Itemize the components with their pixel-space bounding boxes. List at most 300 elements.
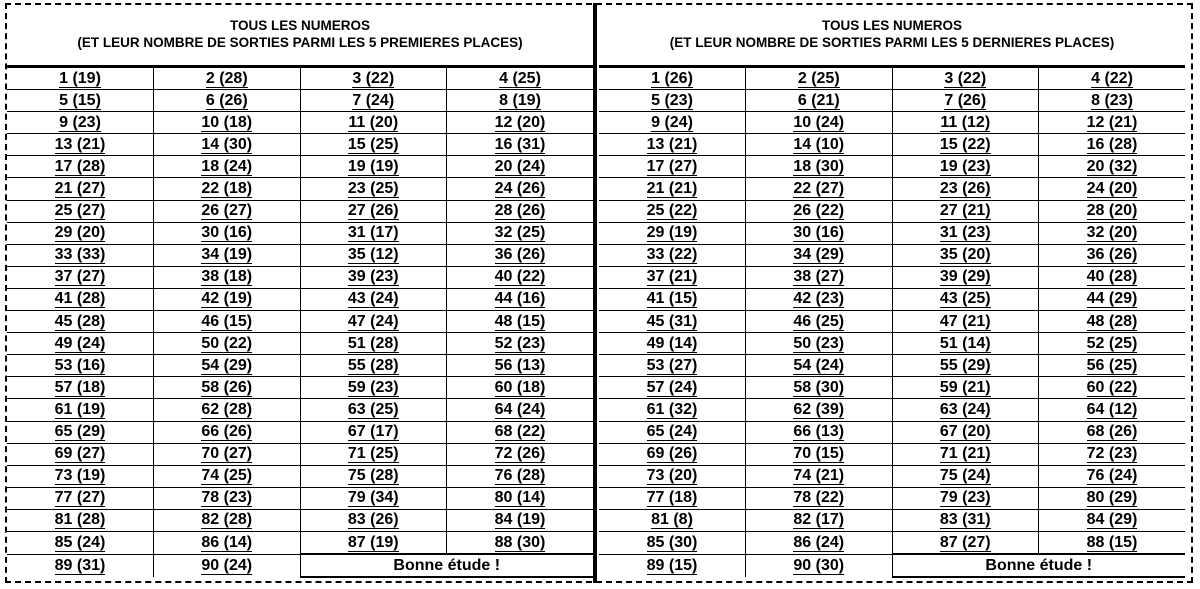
number-count: 62 (28) (201, 400, 253, 418)
table-cell (1039, 333, 1186, 355)
table-cell (7, 531, 154, 554)
table-row (7, 156, 593, 178)
table-cell (892, 443, 1039, 465)
number-count: 14 (30) (201, 135, 253, 153)
table-cell (300, 222, 447, 244)
table-cell (892, 333, 1039, 355)
number-count: 63 (24) (939, 400, 991, 418)
table-cell (154, 134, 301, 156)
right-subtitle: (ET LEUR NOMBRE DE SORTIES PARMI LES 5 DERNIERES PLACES) (669, 35, 1115, 50)
table-cell (1039, 288, 1186, 310)
table-cell (599, 156, 746, 178)
number-count: 53 (27) (646, 356, 698, 374)
table-cell (447, 531, 594, 554)
table-row (599, 509, 1185, 531)
number-count: 42 (19) (201, 290, 253, 308)
table-row (7, 288, 593, 310)
table-cell (154, 554, 301, 577)
number-count: 12 (20) (494, 113, 546, 131)
table-cell (1039, 90, 1186, 112)
number-count: 15 (25) (347, 135, 399, 153)
number-count: 58 (30) (793, 378, 845, 396)
table-cell (7, 399, 154, 421)
number-count: 75 (28) (347, 467, 399, 485)
number-count: 16 (28) (1086, 135, 1138, 153)
number-count: 44 (16) (494, 290, 546, 308)
table-cell (447, 399, 594, 421)
table-row (599, 288, 1185, 310)
table-cell (154, 311, 301, 333)
number-count: 35 (20) (939, 246, 991, 264)
number-count: 32 (20) (1086, 224, 1138, 242)
number-count: 64 (24) (494, 400, 546, 418)
table-cell (599, 333, 746, 355)
table-cell (447, 266, 594, 288)
number-count: 78 (22) (793, 489, 845, 507)
center-divider (593, 3, 597, 583)
table-cell (154, 288, 301, 310)
table-cell (154, 244, 301, 266)
number-count: 33 (33) (54, 246, 106, 264)
number-count: 40 (28) (1086, 268, 1138, 286)
table-cell (892, 90, 1039, 112)
number-count: 36 (26) (1086, 246, 1138, 264)
number-count: 24 (26) (494, 180, 546, 198)
number-count: 4 (25) (499, 69, 541, 87)
table-cell (892, 487, 1039, 509)
table-cell (599, 421, 746, 443)
table-row (599, 421, 1185, 443)
left-title: TOUS LES NUMEROS (229, 18, 371, 33)
number-count: 49 (24) (54, 334, 106, 352)
table-cell (892, 178, 1039, 200)
table-cell (447, 288, 594, 310)
number-count: 77 (18) (646, 489, 698, 507)
number-count: 36 (26) (494, 246, 546, 264)
number-count: 54 (29) (201, 356, 253, 374)
number-count: 29 (19) (646, 224, 698, 242)
table-cell (892, 465, 1039, 487)
number-count: 66 (26) (201, 423, 253, 441)
table-cell (154, 465, 301, 487)
table-cell (1039, 68, 1186, 90)
table-cell (7, 509, 154, 531)
table-cell (7, 222, 154, 244)
number-count: 84 (29) (1086, 511, 1138, 529)
number-count: 14 (10) (793, 135, 845, 153)
table-cell (599, 222, 746, 244)
table-cell (599, 355, 746, 377)
number-count: 7 (26) (944, 91, 987, 109)
table-cell (1039, 355, 1186, 377)
number-count: 45 (28) (54, 312, 106, 330)
table-cell (892, 377, 1039, 399)
table-cell (1039, 487, 1186, 509)
number-count: 49 (14) (646, 334, 698, 352)
table-cell (746, 377, 893, 399)
number-count: 26 (27) (201, 202, 253, 220)
table-cell (300, 355, 447, 377)
table-cell (892, 244, 1039, 266)
table-cell (7, 377, 154, 399)
table-cell (7, 266, 154, 288)
table-row (7, 112, 593, 134)
number-count: 52 (23) (494, 334, 546, 352)
number-count: 51 (14) (939, 334, 991, 352)
table-row (599, 134, 1185, 156)
table-cell (1039, 134, 1186, 156)
number-count: 1 (26) (651, 69, 693, 87)
table-cell (300, 509, 447, 531)
table-row (599, 531, 1185, 554)
table-cell (7, 311, 154, 333)
table-cell (599, 90, 746, 112)
number-count: 8 (19) (499, 91, 541, 109)
table-cell (892, 531, 1039, 554)
table-cell (599, 112, 746, 134)
table-cell (300, 90, 447, 112)
table-cell (7, 421, 154, 443)
number-count: 12 (21) (1086, 113, 1138, 131)
number-count: 82 (28) (201, 511, 253, 529)
number-count: 59 (21) (939, 378, 991, 396)
number-count: 57 (18) (54, 378, 106, 396)
table-cell (447, 178, 594, 200)
number-count: 3 (22) (352, 69, 395, 87)
number-count: 67 (20) (939, 423, 991, 441)
table-cell (746, 134, 893, 156)
number-count: 27 (26) (347, 202, 399, 220)
table-cell (1039, 421, 1186, 443)
table-cell (300, 68, 447, 90)
table-cell (447, 200, 594, 222)
table-cell (1039, 399, 1186, 421)
table-cell (746, 222, 893, 244)
number-count: 46 (15) (201, 312, 253, 330)
number-count: 56 (13) (494, 356, 546, 374)
number-count: 27 (21) (939, 202, 991, 220)
number-count: 25 (22) (646, 202, 698, 220)
table-cell (7, 68, 154, 90)
table-cell (1039, 311, 1186, 333)
number-count: 70 (15) (793, 445, 845, 463)
table-cell (7, 443, 154, 465)
number-count: 37 (21) (646, 268, 698, 286)
number-count: 85 (24) (54, 533, 106, 551)
table-cell (447, 465, 594, 487)
number-count: 5 (23) (651, 91, 693, 109)
table-row (599, 333, 1185, 355)
table-cell (1039, 222, 1186, 244)
number-count: 13 (21) (646, 135, 698, 153)
number-count: 42 (23) (793, 290, 845, 308)
table-row (7, 134, 593, 156)
table-cell (300, 200, 447, 222)
table-row (599, 112, 1185, 134)
table-cell (746, 200, 893, 222)
number-count: 60 (18) (494, 378, 546, 396)
table-row (7, 465, 593, 487)
right-panel (599, 3, 1185, 583)
table-cell (746, 311, 893, 333)
table-cell (300, 134, 447, 156)
number-count: 13 (21) (54, 135, 106, 153)
table-cell (599, 554, 746, 577)
number-count: 43 (25) (939, 290, 991, 308)
table-cell (892, 509, 1039, 531)
number-count: 20 (32) (1086, 157, 1138, 175)
number-count: 76 (28) (494, 467, 546, 485)
number-count: 48 (15) (494, 312, 546, 330)
number-count: 29 (20) (54, 224, 106, 242)
table-cell (154, 443, 301, 465)
number-count: 41 (28) (54, 290, 106, 308)
number-count: 34 (19) (201, 246, 253, 264)
table-cell (7, 333, 154, 355)
number-count: 15 (22) (939, 135, 991, 153)
table-cell (154, 399, 301, 421)
table-cell (300, 112, 447, 134)
number-count: 2 (25) (797, 69, 840, 87)
right-header (599, 3, 1185, 65)
number-count: 81 (8) (651, 511, 693, 529)
table-cell (746, 509, 893, 531)
table-cell (892, 156, 1039, 178)
table-cell (300, 421, 447, 443)
table-row (7, 554, 593, 577)
number-count: 1 (19) (59, 69, 101, 87)
number-count: 64 (12) (1086, 400, 1138, 418)
table-cell (746, 90, 893, 112)
table-cell (746, 178, 893, 200)
table-cell (7, 156, 154, 178)
number-count: 67 (17) (347, 423, 399, 441)
number-count: 73 (19) (54, 467, 106, 485)
number-count: 72 (26) (494, 445, 546, 463)
table-cell (1039, 244, 1186, 266)
table-cell (599, 377, 746, 399)
table-cell (300, 288, 447, 310)
table-cell (892, 134, 1039, 156)
number-count: 48 (28) (1086, 312, 1138, 330)
number-count: 23 (26) (939, 180, 991, 198)
table-cell (447, 244, 594, 266)
table-cell (300, 399, 447, 421)
number-count: 6 (21) (797, 91, 840, 109)
number-count: 70 (27) (201, 445, 253, 463)
table-cell (300, 487, 447, 509)
number-count: 19 (19) (347, 157, 399, 175)
closing-note: Bonne étude ! (985, 556, 1093, 574)
table-cell (892, 355, 1039, 377)
number-count: 31 (17) (347, 224, 399, 242)
table-cell (7, 554, 154, 577)
table-cell (7, 112, 154, 134)
number-count: 34 (29) (793, 246, 845, 264)
table-cell (599, 465, 746, 487)
table-cell (7, 288, 154, 310)
number-count: 68 (22) (494, 423, 546, 441)
number-count: 7 (24) (352, 91, 395, 109)
table-cell (447, 377, 594, 399)
number-count: 38 (18) (201, 268, 253, 286)
table-cell (1039, 178, 1186, 200)
number-count: 39 (23) (347, 268, 399, 286)
table-row (7, 68, 593, 90)
table-cell (599, 443, 746, 465)
table-cell (154, 222, 301, 244)
number-count: 18 (30) (793, 157, 845, 175)
number-count: 83 (26) (347, 511, 399, 529)
table-cell (892, 421, 1039, 443)
number-count: 57 (24) (646, 378, 698, 396)
table-row (7, 355, 593, 377)
number-count: 90 (30) (793, 556, 845, 574)
table-cell (746, 443, 893, 465)
table-row (599, 355, 1185, 377)
table-cell (1039, 509, 1186, 531)
table-cell (154, 112, 301, 134)
table-row (599, 222, 1185, 244)
number-count: 25 (27) (54, 202, 106, 220)
number-count: 65 (29) (54, 423, 106, 441)
table-cell (892, 112, 1039, 134)
number-count: 78 (23) (201, 489, 253, 507)
table-cell (447, 134, 594, 156)
table-cell (7, 178, 154, 200)
table-cell (1039, 266, 1186, 288)
table-cell (746, 531, 893, 554)
table-row (7, 90, 593, 112)
number-count: 84 (19) (494, 511, 546, 529)
table-cell (892, 222, 1039, 244)
table-cell (746, 399, 893, 421)
table-cell (7, 487, 154, 509)
number-count: 37 (27) (54, 268, 106, 286)
number-count: 38 (27) (793, 268, 845, 286)
number-count: 41 (15) (646, 290, 698, 308)
closing-note-cell (892, 554, 1185, 577)
table-row (599, 443, 1185, 465)
number-count: 89 (15) (646, 556, 698, 574)
table-cell (892, 311, 1039, 333)
table-cell (300, 333, 447, 355)
table-cell (154, 178, 301, 200)
table-cell (746, 112, 893, 134)
table-row (7, 266, 593, 288)
table-row (7, 244, 593, 266)
table-cell (746, 333, 893, 355)
table-cell (300, 178, 447, 200)
number-count: 77 (27) (54, 489, 106, 507)
table-cell (447, 509, 594, 531)
table-cell (447, 222, 594, 244)
number-count: 88 (30) (494, 533, 546, 551)
table-cell (300, 377, 447, 399)
number-count: 23 (25) (347, 180, 399, 198)
table-cell (1039, 156, 1186, 178)
number-count: 89 (31) (54, 556, 106, 574)
table-cell (746, 244, 893, 266)
number-count: 58 (26) (201, 378, 253, 396)
number-count: 11 (12) (940, 113, 991, 131)
number-count: 6 (26) (205, 91, 248, 109)
table-cell (892, 200, 1039, 222)
table-row (599, 244, 1185, 266)
number-count: 47 (21) (939, 312, 991, 330)
table-cell (746, 465, 893, 487)
table-cell (599, 134, 746, 156)
number-count: 50 (23) (793, 334, 845, 352)
table-cell (599, 311, 746, 333)
table-cell (447, 487, 594, 509)
number-count: 86 (14) (201, 533, 253, 551)
table-row (7, 443, 593, 465)
number-count: 31 (23) (939, 224, 991, 242)
table-row (599, 68, 1185, 90)
table-cell (1039, 443, 1186, 465)
number-count: 90 (24) (201, 556, 253, 574)
right-number-table (599, 68, 1185, 578)
table-cell (7, 134, 154, 156)
table-cell (746, 68, 893, 90)
table-row (599, 266, 1185, 288)
number-count: 22 (27) (793, 180, 845, 198)
number-count: 51 (28) (347, 334, 399, 352)
number-count: 21 (27) (54, 180, 106, 198)
number-count: 59 (23) (347, 378, 399, 396)
number-count: 79 (34) (347, 489, 399, 507)
table-row (7, 222, 593, 244)
number-count: 9 (23) (59, 113, 101, 131)
number-count: 75 (24) (939, 467, 991, 485)
number-count: 63 (25) (347, 400, 399, 418)
table-cell (599, 531, 746, 554)
table-cell (154, 156, 301, 178)
number-count: 20 (24) (494, 157, 546, 175)
table-cell (599, 266, 746, 288)
table-cell (447, 333, 594, 355)
number-count: 65 (24) (646, 423, 698, 441)
table-row (7, 178, 593, 200)
number-count: 35 (12) (347, 246, 399, 264)
table-cell (300, 531, 447, 554)
table-cell (300, 244, 447, 266)
table-cell (154, 509, 301, 531)
table-row (599, 377, 1185, 399)
number-count: 30 (16) (793, 224, 845, 242)
number-count: 80 (14) (494, 489, 546, 507)
number-count: 81 (28) (54, 511, 106, 529)
number-count: 62 (39) (793, 400, 845, 418)
table-cell (599, 487, 746, 509)
table-cell (300, 465, 447, 487)
number-count: 52 (25) (1086, 334, 1138, 352)
number-count: 71 (21) (939, 445, 991, 463)
table-cell (7, 355, 154, 377)
number-count: 9 (24) (651, 113, 693, 131)
number-count: 45 (31) (646, 312, 698, 330)
number-count: 39 (29) (939, 268, 991, 286)
number-count: 74 (25) (201, 467, 253, 485)
number-count: 56 (25) (1086, 356, 1138, 374)
table-cell (154, 333, 301, 355)
number-count: 74 (21) (793, 467, 845, 485)
table-cell (447, 355, 594, 377)
table-row (7, 311, 593, 333)
number-count: 10 (18) (201, 113, 253, 131)
table-cell (154, 487, 301, 509)
